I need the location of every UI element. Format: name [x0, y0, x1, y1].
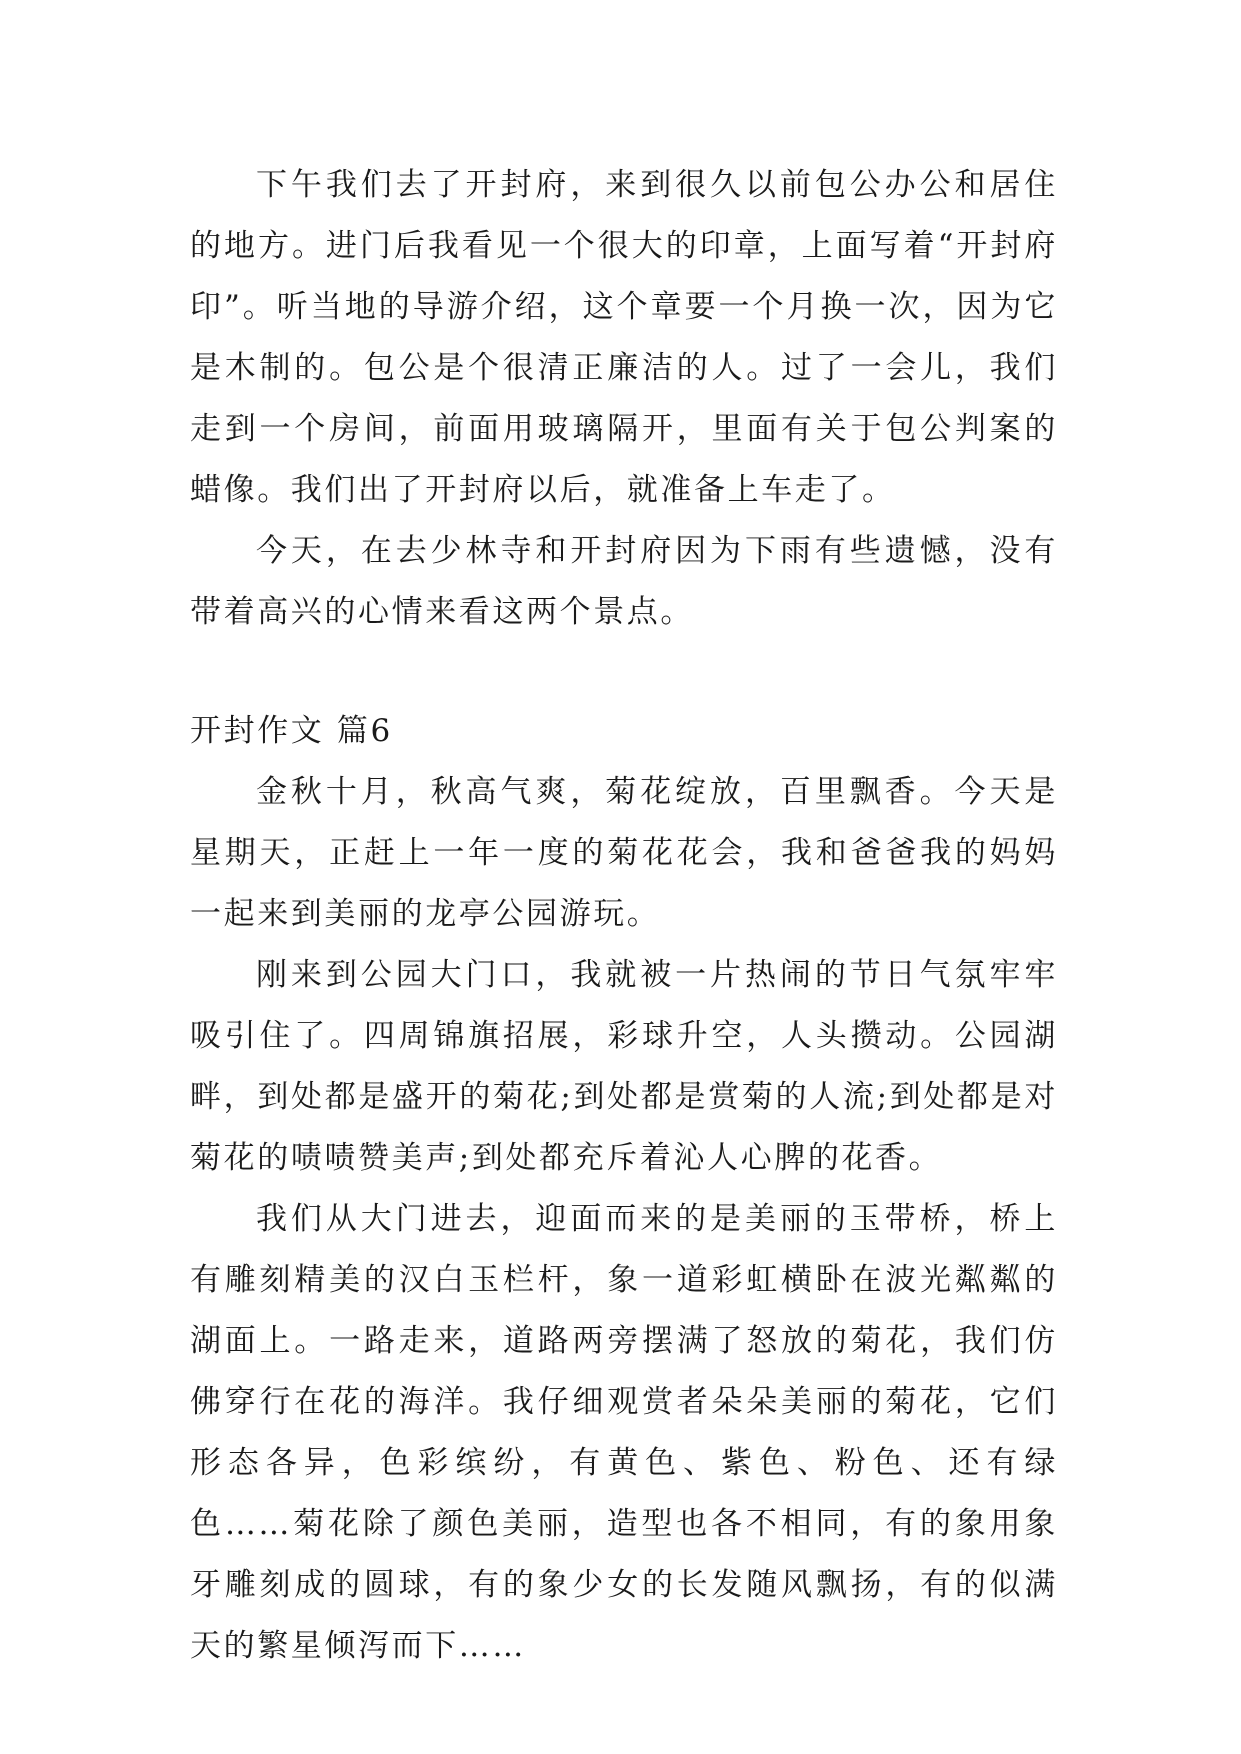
section-spacer — [190, 643, 1058, 701]
paragraph-rain-regret: 今天，在去少林寺和开封府因为下雨有些遗憾，没有带着高兴的心情来看这两个景点。 — [190, 533, 1058, 630]
paragraph-golden-autumn: 金秋十月，秋高气爽，菊花绽放，百里飘香。今天是星期天，正赶上一年一度的菊花花会，我和爸爸我的妈妈一起来到美丽的龙亭公园游玩。 — [190, 774, 1058, 932]
paragraph-jade-bridge: 我们从大门进去，迎面而来的是美丽的玉带桥，桥上有雕刻精美的汉白玉栏杆，象一道彩虹横卧在波光粼粼的湖面上。一路走来，道路两旁摆满了怒放的菊花，我们仿佛穿行在花的海洋。我仔细观赏者朵朵美丽的菊花，它们形态各异，色彩缤纷，有黄色、紫色、粉色、还有绿色……菊花除了颜色美丽，造型也各不相同，有的象用象牙雕刻成的圆球，有的象少女的长发随风飘扬，有的似满天的繁星倾泻而下…… — [190, 1201, 1058, 1664]
paragraph-kaifeng-visit: 下午我们去了开封府，来到很久以前包公办公和居住的地方。进门后我看见一个很大的印章，上面写着“开封府印”。听当地的导游介绍，这个章要一个月换一次，因为它是木制的。包公是个很清正廉洁的人。过了一会儿，我们走到一个房间，前面用玻璃隔开，里面有关于包公判案的蜡像。我们出了开封府以后，就准备上车走了。 — [190, 167, 1058, 508]
section-heading: 开封作文 篇6 — [190, 713, 393, 749]
paragraph-park-gate: 刚来到公园大门口，我就被一片热闹的节日气氛牢牢吸引住了。四周锦旗招展，彩球升空，人头攒动。公园湖畔，到处都是盛开的菊花;到处都是赏菊的人流;到处都是对菊花的啧啧赞美声;到处都充斥着沁人心脾的花香。 — [190, 957, 1058, 1176]
document-body — [190, 155, 1058, 1677]
